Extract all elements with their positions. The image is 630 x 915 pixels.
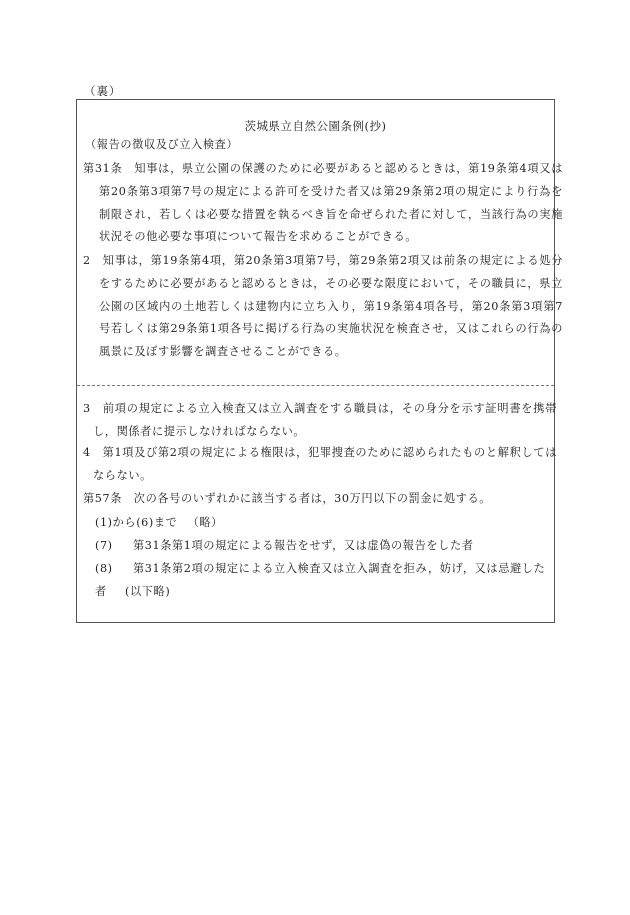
page-side-label: （裏） (84, 84, 122, 98)
article-31-paragraph-3: 3 前項の規定による立入検査又は立入調査をする職員は，その身分を示す証明書を携帯し，関係者に提示しなければならない。 (83, 402, 557, 438)
list-item (95, 535, 474, 558)
item-number: (8) (95, 562, 113, 575)
omitted-note: (以下略) (125, 585, 171, 598)
section-heading: （報告の徴収及び立入検査） (85, 138, 239, 151)
item-number: (7) (95, 539, 113, 552)
article-31-paragraph-4: 4 第1項及び第2項の規定による権限は，犯罪捜査のために認められたものと解釈してはならない。 (83, 446, 557, 482)
article-31-paragraph-1: 第31条 知事は，県立公園の保護のために必要があると認めるときは，第19条第4項又は第20条第3項第7号の規定による許可を受けた者又は第29条第2項の規定により行為を制限され，若しくは必要な措置を執るべき旨を命ぜられた者に対して，当該行為の実施状況その他必要な事項について報告を求めることができる。 (83, 162, 563, 244)
ordinance-excerpt-box (76, 99, 563, 623)
dashed-divider (77, 385, 554, 386)
item-number: (1)から(6)まで (95, 516, 178, 529)
list-item (95, 512, 223, 535)
document-title: 茨城県立自然公園条例(抄) (244, 119, 387, 133)
item-text: （略） (187, 516, 223, 529)
article-31-paragraph-2: 2 知事は，第19条第4項，第20条第3項第7号，第29条第2項又は前条の規定による処分をするために必要があると認めるときは，その必要な限度において，その職員に，県立公園の区域内の土地若しくは建物内に立ち入り，第19条第4項各号，第20条第3項第7号若しくは第29条第1項各号に掲げる行為の実施状況を検査させ，又はこれらの行為の風景に及ぼす影響を調査させることができる。 (83, 254, 563, 359)
item-text: 第31条第2項の規定による立入検査又は立入調査を拒み，妨げ，又は忌避した者 (95, 562, 546, 598)
article-57: 第57条 次の各号のいずれかに該当する者は，30万円以下の罰金に処する。 (83, 492, 492, 505)
item-text: 第31条第1項の規定による報告をせず，又は虚偽の報告をした者 (133, 539, 474, 552)
